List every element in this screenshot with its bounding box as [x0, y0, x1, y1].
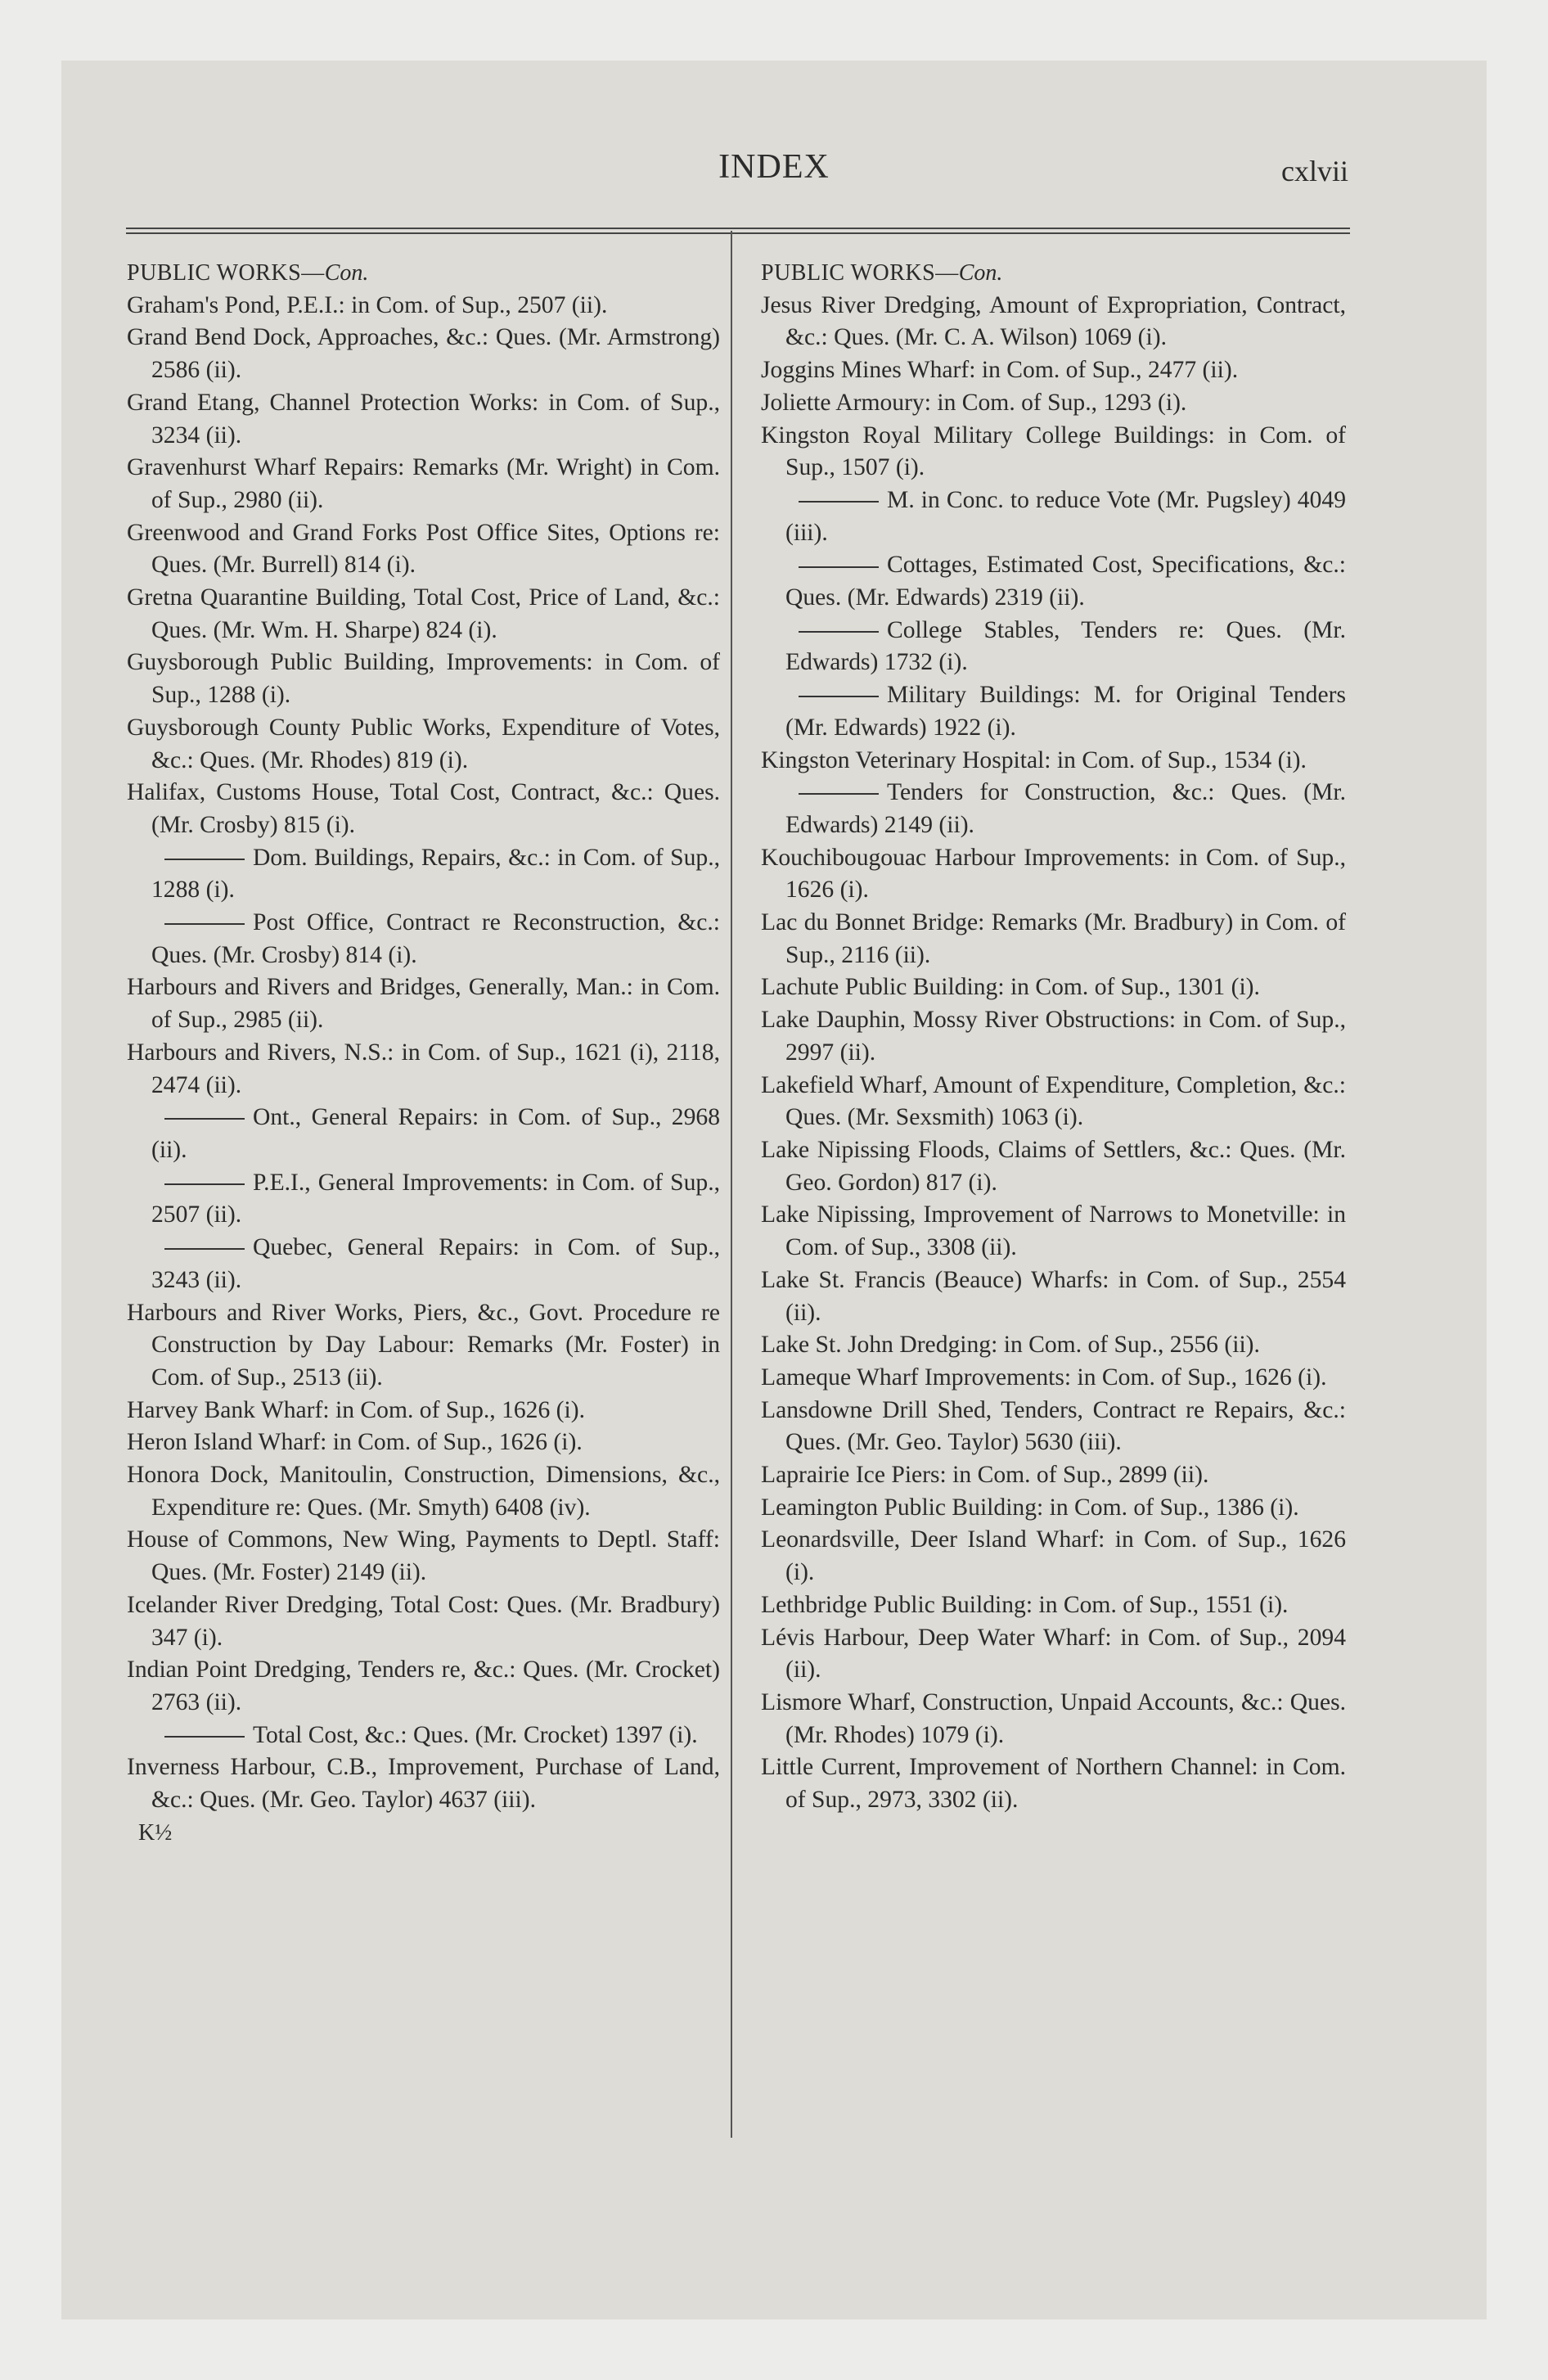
index-entry: [127, 712, 720, 777]
page-title: INDEX: [718, 148, 830, 186]
entry-text: Harbours and River Works, Piers, &c., Govt. Procedure re Construction by Day Labour: Remarks (Mr. Foster) in Com. of Sup., 2513 (ii).: [127, 1299, 720, 1391]
entry-text: College Stables, Tenders re: Ques. (Mr. Edwards) 1732 (i).: [785, 616, 1346, 676]
repeat-dash: [799, 501, 879, 503]
entry-text: Lismore Wharf, Construction, Unpaid Accounts, &c.: Ques. (Mr. Rhodes) 1079 (i).: [761, 1688, 1346, 1748]
entry-text: Little Current, Improvement of Northern Channel: in Com. of Sup., 2973, 3302 (ii).: [761, 1754, 1346, 1814]
entry-text: Jesus River Dredging, Amount of Expropriation, Contract, &c.: Ques. (Mr. C. A. Wilson) 1069 (i).: [761, 291, 1346, 351]
index-entry: [127, 1524, 720, 1589]
index-entry: [127, 647, 720, 711]
entry-text: Lake Nipissing, Improvement of Narrows to Monetville: in Com. of Sup., 3308 (ii).: [761, 1201, 1346, 1261]
index-entry: [761, 907, 1346, 971]
entry-text: Dom. Buildings, Repairs, &c.: in Com. of Sup., 1288 (i).: [151, 844, 720, 904]
index-entry: [761, 1264, 1346, 1329]
entry-text: Kingston Royal Military College Buildings: in Com. of Sup., 1507 (i).: [761, 421, 1346, 481]
index-entry: [127, 452, 720, 516]
repeat-dash: [164, 1736, 245, 1738]
index-entry: [127, 777, 720, 841]
index-entry: [127, 1297, 720, 1395]
index-entry: [761, 1492, 1346, 1525]
index-entry: [127, 1427, 720, 1459]
index-subentry: [761, 615, 1346, 679]
index-subentry: [127, 1167, 720, 1232]
entry-text: Lethbridge Public Building: in Com. of Sup., 1551 (i).: [761, 1591, 1289, 1618]
index-entry: [127, 1589, 720, 1654]
entry-text: Kouchibougouac Harbour Improvements: in Com. of Sup., 1626 (i).: [761, 844, 1346, 904]
entry-text: Honora Dock, Manitoulin, Construction, Dimensions, &c., Expenditure re: Ques. (Mr. Smyth) 6408 (iv).: [127, 1462, 720, 1521]
index-entry: [761, 387, 1346, 420]
index-subentry: [127, 1102, 720, 1166]
entry-text: Gretna Quarantine Building, Total Cost, Price of Land, &c.: Ques. (Mr. Wm. H. Sharpe) 824 (i).: [127, 584, 720, 643]
index-subentry: [127, 1232, 720, 1296]
entry-text: Harvey Bank Wharf: in Com. of Sup., 1626 (i).: [127, 1396, 585, 1423]
entry-text: P.E.I., General Improvements: in Com. of Sup., 2507 (ii).: [151, 1169, 720, 1228]
index-entry: [761, 1004, 1346, 1069]
entry-text: Grand Etang, Channel Protection Works: in Com. of Sup., 3234 (ii).: [127, 389, 720, 449]
index-entry: [127, 1751, 720, 1816]
index-entry: [761, 1070, 1346, 1134]
entry-text: House of Commons, New Wing, Payments to Deptl. Staff: Ques. (Mr. Foster) 2149 (ii).: [127, 1526, 720, 1586]
index-subentry: [761, 777, 1346, 841]
entry-list: [761, 290, 1346, 1817]
entry-text: Leonardsville, Deer Island Wharf: in Com. of Sup., 1626 (i).: [761, 1526, 1346, 1586]
index-entry: [127, 387, 720, 452]
repeat-dash: [164, 1248, 245, 1250]
entry-text: Leamington Public Building: in Com. of Sup., 1386 (i).: [761, 1494, 1299, 1521]
repeat-dash: [799, 631, 879, 633]
entry-text: Guysborough County Public Works, Expenditure of Votes, &c.: Ques. (Mr. Rhodes) 819 (i).: [127, 714, 720, 773]
entry-text: Icelander River Dredging, Total Cost: Ques. (Mr. Bradbury) 347 (i).: [127, 1591, 720, 1651]
right-column: [761, 257, 1346, 1817]
index-entry: [761, 290, 1346, 354]
section-heading: PUBLIC WORKS—Con.: [761, 260, 1003, 286]
entry-text: Lac du Bonnet Bridge: Remarks (Mr. Bradbury) in Com. of Sup., 2116 (ii).: [761, 909, 1346, 968]
index-entry: [761, 1622, 1346, 1687]
entry-text: Lake St. John Dredging: in Com. of Sup., 2556 (ii).: [761, 1332, 1260, 1359]
repeat-dash: [164, 1183, 245, 1185]
entry-text: Kingston Veterinary Hospital: in Com. of Sup., 1534 (i).: [761, 746, 1307, 773]
entry-text: Lake Dauphin, Mossy River Obstructions: in Com. of Sup., 2997 (ii).: [761, 1007, 1346, 1066]
entry-text: Tenders for Construction, &c.: Ques. (Mr. Edwards) 2149 (ii).: [785, 779, 1346, 838]
index-entry: [761, 420, 1346, 485]
entry-text: Gravenhurst Wharf Repairs: Remarks (Mr. Wright) in Com. of Sup., 2980 (ii).: [127, 454, 720, 513]
index-entry: [761, 1459, 1346, 1492]
index-entry: [127, 322, 720, 386]
repeat-dash: [164, 923, 245, 925]
repeat-dash: [799, 793, 879, 795]
entry-text: Ont., General Repairs: in Com. of Sup., 2968 (ii).: [151, 1104, 720, 1163]
index-entry: [761, 745, 1346, 778]
index-entry: [127, 1459, 720, 1524]
index-entry: [127, 290, 720, 322]
section-heading: PUBLIC WORKS—Con.: [127, 260, 369, 286]
index-entry: [761, 354, 1346, 387]
index-entry: [761, 1589, 1346, 1622]
index-subentry: [761, 679, 1346, 744]
entry-text: Lameque Wharf Improvements: in Com. of Sup., 1626 (i).: [761, 1364, 1327, 1391]
index-entry: [761, 1362, 1346, 1395]
entry-text: Heron Island Wharf: in Com. of Sup., 1626 (i).: [127, 1429, 583, 1456]
entry-text: Harbours and Rivers, N.S.: in Com. of Sup., 1621 (i), 2118, 2474 (ii).: [127, 1039, 720, 1098]
entry-text: Post Office, Contract re Reconstruction, &c.: Ques. (Mr. Crosby) 814 (i).: [151, 909, 720, 968]
entry-text: Lake St. Francis (Beauce) Wharfs: in Com. of Sup., 2554 (ii).: [761, 1266, 1346, 1326]
entry-text: M. in Conc. to reduce Vote (Mr. Pugsley) 4049 (iii).: [785, 486, 1346, 546]
index-entry: [761, 1395, 1346, 1459]
repeat-dash: [799, 696, 879, 697]
entry-text: Lakefield Wharf, Amount of Expenditure, Completion, &c.: Ques. (Mr. Sexsmith) 1063 (i).: [761, 1071, 1346, 1131]
entry-text: Grand Bend Dock, Approaches, &c.: Ques. (Mr. Armstrong) 2586 (ii).: [127, 324, 720, 384]
signature-mark: K½: [138, 1819, 173, 1846]
entry-text: Military Buildings: M. for Original Tenders (Mr. Edwards) 1922 (i).: [785, 682, 1346, 741]
repeat-dash: [164, 859, 245, 860]
index-entry: [127, 971, 720, 1036]
index-subentry: [127, 842, 720, 907]
entry-text: Joliette Armoury: in Com. of Sup., 1293 (i).: [761, 389, 1187, 416]
entry-text: Lachute Public Building: in Com. of Sup., 1301 (i).: [761, 974, 1260, 1001]
index-entry: [761, 971, 1346, 1004]
entry-text: Halifax, Customs House, Total Cost, Contract, &c.: Ques. (Mr. Crosby) 815 (i).: [127, 779, 720, 838]
entry-text: Cottages, Estimated Cost, Specifications, &c.: Ques. (Mr. Edwards) 2319 (ii).: [785, 552, 1346, 611]
page-number: cxlvii: [1281, 155, 1348, 187]
entry-text: Inverness Harbour, C.B., Improvement, Purchase of Land, &c.: Ques. (Mr. Geo. Taylor) 4637 (iii).: [127, 1754, 720, 1814]
index-entry: [761, 1329, 1346, 1362]
entry-text: Graham's Pond, P.E.I.: in Com. of Sup., 2507 (ii).: [127, 291, 608, 318]
entry-text: Lansdowne Drill Shed, Tenders, Contract re Repairs, &c.: Ques. (Mr. Geo. Taylor) 5630 (iii).: [761, 1396, 1346, 1456]
left-column: [127, 257, 720, 1849]
entry-text: Lévis Harbour, Deep Water Wharf: in Com. of Sup., 2094 (ii).: [761, 1624, 1346, 1684]
index-entry: [127, 582, 720, 647]
index-entry: [127, 1654, 720, 1719]
index-entry: [127, 517, 720, 582]
index-entry: [761, 1751, 1346, 1816]
index-entry: [127, 1037, 720, 1102]
repeat-dash: [799, 566, 879, 568]
index-entry: [761, 1524, 1346, 1589]
page-header: [0, 147, 1548, 196]
entry-text: Harbours and Rivers and Bridges, Generally, Man.: in Com. of Sup., 2985 (ii).: [127, 974, 720, 1034]
entry-text: Quebec, General Repairs: in Com. of Sup., 3243 (ii).: [151, 1234, 720, 1293]
index-entry: [761, 1199, 1346, 1264]
index-subentry: [761, 549, 1346, 614]
index-subentry: [127, 907, 720, 971]
index-entry: [761, 1134, 1346, 1199]
entry-list: [127, 290, 720, 1817]
entry-text: Total Cost, &c.: Ques. (Mr. Crocket) 1397 (i).: [253, 1721, 698, 1748]
index-entry: [127, 1395, 720, 1427]
entry-text: Indian Point Dredging, Tenders re, &c.: Ques. (Mr. Crocket) 2763 (ii).: [127, 1657, 720, 1715]
entry-text: Joggins Mines Wharf: in Com. of Sup., 2477 (ii).: [761, 357, 1239, 384]
header-rule: [126, 228, 1350, 234]
entry-text: Greenwood and Grand Forks Post Office Sites, Options re: Ques. (Mr. Burrell) 814 (i).: [127, 519, 720, 579]
column-divider: [731, 231, 732, 2138]
index-entry: [761, 842, 1346, 907]
entry-text: Lake Nipissing Floods, Claims of Settlers, &c.: Ques. (Mr. Geo. Gordon) 817 (i).: [761, 1136, 1346, 1196]
index-subentry: [761, 485, 1346, 549]
entry-text: Laprairie Ice Piers: in Com. of Sup., 2899 (ii).: [761, 1462, 1209, 1489]
repeat-dash: [164, 1118, 245, 1120]
entry-text: Guysborough Public Building, Improvements: in Com. of Sup., 1288 (i).: [127, 649, 720, 709]
index-entry: [761, 1687, 1346, 1751]
index-subentry: [127, 1720, 720, 1752]
